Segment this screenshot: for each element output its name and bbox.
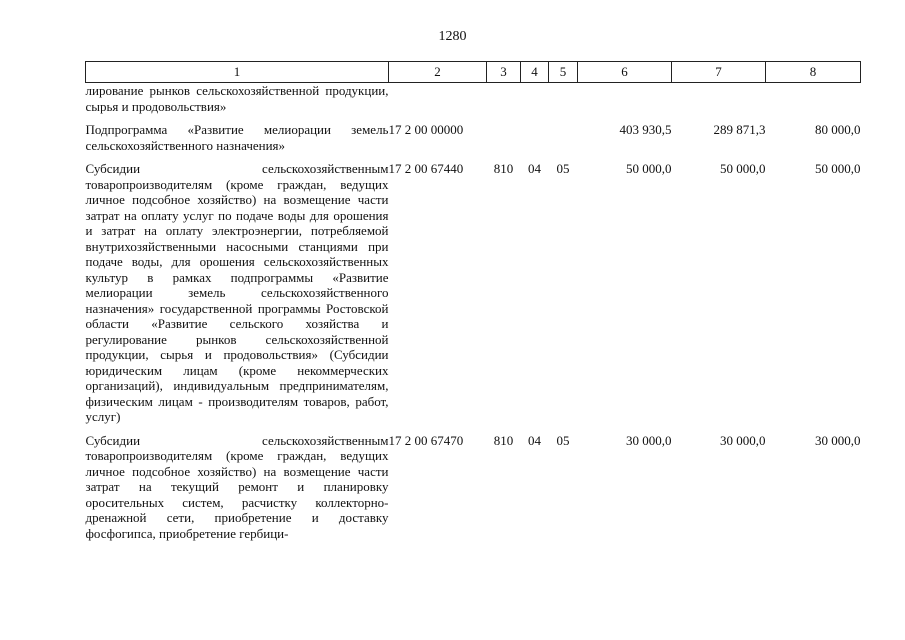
row-description: Подпрограмма «Развитие мелиорации земель сельскохозяйственного назначения» <box>85 122 389 153</box>
row-col-4: 04 <box>528 161 541 176</box>
column-header-7: 7 <box>672 62 766 83</box>
row-col-5: 05 <box>556 161 570 176</box>
table-row <box>86 83 861 123</box>
row-col-6: 403 930,5 <box>619 122 672 137</box>
column-header-4: 4 <box>521 62 549 83</box>
row-col-5 <box>549 122 578 161</box>
row-col-3 <box>487 122 521 161</box>
row-col-8: 80 000,0 <box>815 122 861 137</box>
row-col-6: 50 000,0 <box>626 161 672 176</box>
row-col-4: 04 <box>528 432 541 448</box>
column-header-5: 5 <box>549 62 578 83</box>
row-col-7: 50 000,0 <box>720 161 766 176</box>
column-header-6: 6 <box>578 62 672 83</box>
table-row <box>86 161 861 433</box>
column-header-3: 3 <box>487 62 521 83</box>
column-header-1: 1 <box>86 62 389 83</box>
row-col-4 <box>521 122 549 161</box>
row-code: 17 2 00 67470 <box>388 432 464 448</box>
row-description: Субсидии сельскохозяйственным товаропроизводителям (кроме граждан, ведущих личное подсобное хозяйство) на возмещение части затрат на оплату услуг по подаче воды для орошения и затрат на оплату электроэнергии, потребляемой внутрихозяйственными насосными станциями при подаче воды, для орошения сельскохозяйственных культур в рамках подпрограммы «Развитие мелиорации земель сельскохозяйственного назначения» государственной программы Ростовской области «Развитие сельского хозяйства и регулирование рынков сельскохозяйственной продукции, сырья и продовольствия» (Субсидии юридическим лицам (кроме некоммерческих организаций), индивидуальным предпринимателям, физическим лицам - производителям товаров, работ, услуг) <box>85 161 389 424</box>
row-col-3: 810 <box>493 161 514 176</box>
column-header-2: 2 <box>389 62 487 83</box>
row-col-7 <box>672 83 766 123</box>
row-col-4 <box>521 83 549 123</box>
row-col-7: 30 000,0 <box>720 432 766 448</box>
table-row <box>86 122 861 161</box>
page-number: 1280 <box>438 29 467 44</box>
row-col-5 <box>549 83 578 123</box>
row-description: Субсидии сельскохозяйственным товаропроизводителям (кроме граждан, ведущих личное подсобное хозяйство) на возмещение части затрат на текущий ремонт и планировку оросительных систем, расчистку коллекторно-дренажной сети, приобретение и доставку фосфогипса, приобретение гербици- <box>85 432 389 541</box>
row-col-7: 289 871,3 <box>713 122 766 137</box>
header-row <box>86 62 861 83</box>
row-code <box>389 83 487 123</box>
row-description: лирование рынков сельскохозяйственной продукции, сырья и продовольствия» <box>85 83 389 114</box>
row-col-6 <box>578 83 672 123</box>
budget-table <box>85 61 861 549</box>
row-col-5: 05 <box>556 432 570 448</box>
row-col-8: 30 000,0 <box>815 432 861 448</box>
row-code: 17 2 00 67440 <box>388 161 464 176</box>
column-header-8: 8 <box>766 62 861 83</box>
row-col-3 <box>487 83 521 123</box>
row-col-3: 810 <box>493 432 514 448</box>
row-code: 17 2 00 00000 <box>388 122 464 137</box>
table-row <box>86 433 861 550</box>
row-col-6: 30 000,0 <box>626 432 672 448</box>
row-col-8: 50 000,0 <box>815 161 861 176</box>
row-col-8 <box>766 83 861 123</box>
